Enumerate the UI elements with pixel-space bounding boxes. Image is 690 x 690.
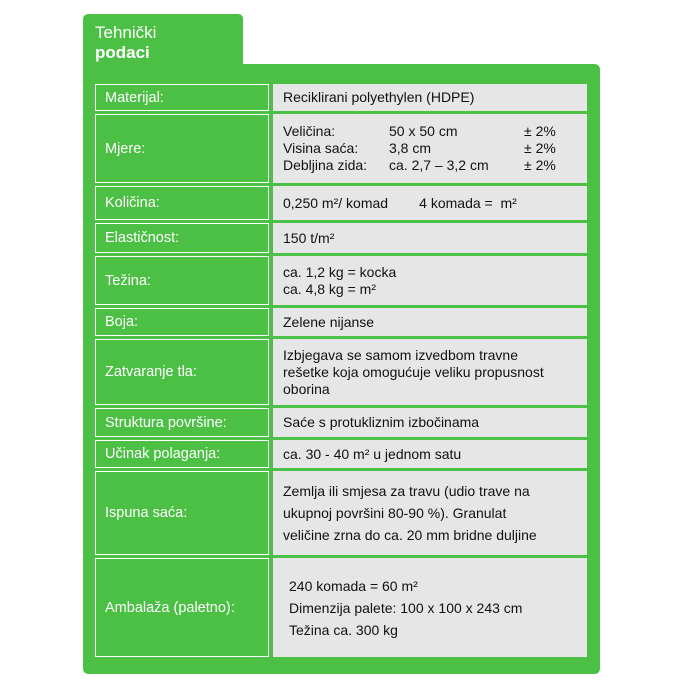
dimension-label: Visina saća:	[283, 140, 359, 156]
value-line: Izbjegava se samom izvedbom travne	[283, 346, 518, 363]
row-label: Količina:	[95, 186, 269, 220]
dimension-label: Debljina zida:	[283, 157, 368, 173]
value-line	[283, 140, 587, 157]
value-line	[283, 123, 587, 140]
panel-title	[95, 23, 156, 63]
value-line: ca. 30 - 40 m² u jednom satu	[283, 445, 462, 462]
row-label: Ambalaža (paletno):	[95, 558, 269, 657]
row-value	[273, 339, 587, 405]
table-row	[95, 408, 587, 437]
table-row	[95, 84, 587, 111]
spec-table	[95, 84, 587, 660]
value-line: rešetke koja omogućuje veliku propusnost	[283, 363, 544, 380]
table-row	[95, 186, 587, 220]
table-row	[95, 471, 587, 555]
dimension-value: ca. 2,7 – 3,2 cm	[389, 157, 489, 173]
value-line: ca. 1,2 kg = kocka	[283, 263, 397, 280]
table-row	[95, 114, 587, 183]
row-value	[273, 471, 587, 555]
row-value	[273, 186, 587, 220]
value-line: veličine zrna do ca. 20 mm bridne duljine	[283, 527, 537, 543]
row-label: Elastičnost:	[95, 223, 269, 253]
row-label: Učinak polaganja:	[95, 440, 269, 468]
row-value	[273, 223, 587, 253]
value-line: Reciklirani polyethylen (HDPE)	[283, 89, 475, 105]
row-label: Težina:	[95, 256, 269, 305]
row-value	[273, 114, 587, 183]
table-row	[95, 339, 587, 405]
table-row	[95, 256, 587, 305]
dimension-label: Veličina:	[283, 123, 336, 139]
row-label: Struktura površine:	[95, 408, 269, 437]
table-row	[95, 558, 587, 657]
value-line: oborina	[283, 380, 330, 397]
value-line: 0,250 m²/ komad 4 komada = m²	[283, 194, 517, 211]
row-value	[273, 84, 587, 111]
table-row	[95, 308, 587, 336]
title-line-2: podaci	[95, 43, 150, 62]
table-row	[95, 223, 587, 253]
value-line: 240 komada = 60 m²	[289, 577, 418, 594]
value-line: 150 t/m²	[283, 229, 335, 246]
value-line: Dimenzija palete: 100 x 100 x 243 cm	[289, 599, 523, 616]
row-label: Ispuna saća:	[95, 471, 269, 555]
value-line: Težina ca. 300 kg	[289, 621, 398, 638]
row-label: Zatvaranje tla:	[95, 339, 269, 405]
row-value	[273, 308, 587, 336]
value-line: ca. 4,8 kg = m²	[283, 280, 376, 297]
row-label: Boja:	[95, 308, 269, 336]
value-line	[283, 157, 587, 174]
row-value	[273, 440, 587, 468]
row-label: Materijal:	[95, 84, 269, 111]
dimension-tolerance: ± 2%	[524, 123, 556, 139]
row-value	[273, 408, 587, 437]
table-row	[95, 440, 587, 468]
title-line-1: Tehnički	[95, 23, 157, 42]
row-label: Mjere:	[95, 114, 269, 183]
value-line: ukupnoj površini 80-90 %). Granulat	[283, 505, 507, 521]
dimension-tolerance: ± 2%	[524, 157, 556, 173]
dimension-value: 50 x 50 cm	[389, 123, 458, 139]
dimension-tolerance: ± 2%	[524, 140, 556, 156]
value-line: Zelene nijanse	[283, 313, 375, 330]
row-value	[273, 256, 587, 305]
dimension-value: 3,8 cm	[389, 140, 432, 156]
value-line: Zemlja ili smjesa za travu (udio trave na	[283, 483, 530, 499]
value-line: Saće s protukliznim izbočinama	[283, 414, 480, 430]
row-value	[273, 558, 587, 657]
